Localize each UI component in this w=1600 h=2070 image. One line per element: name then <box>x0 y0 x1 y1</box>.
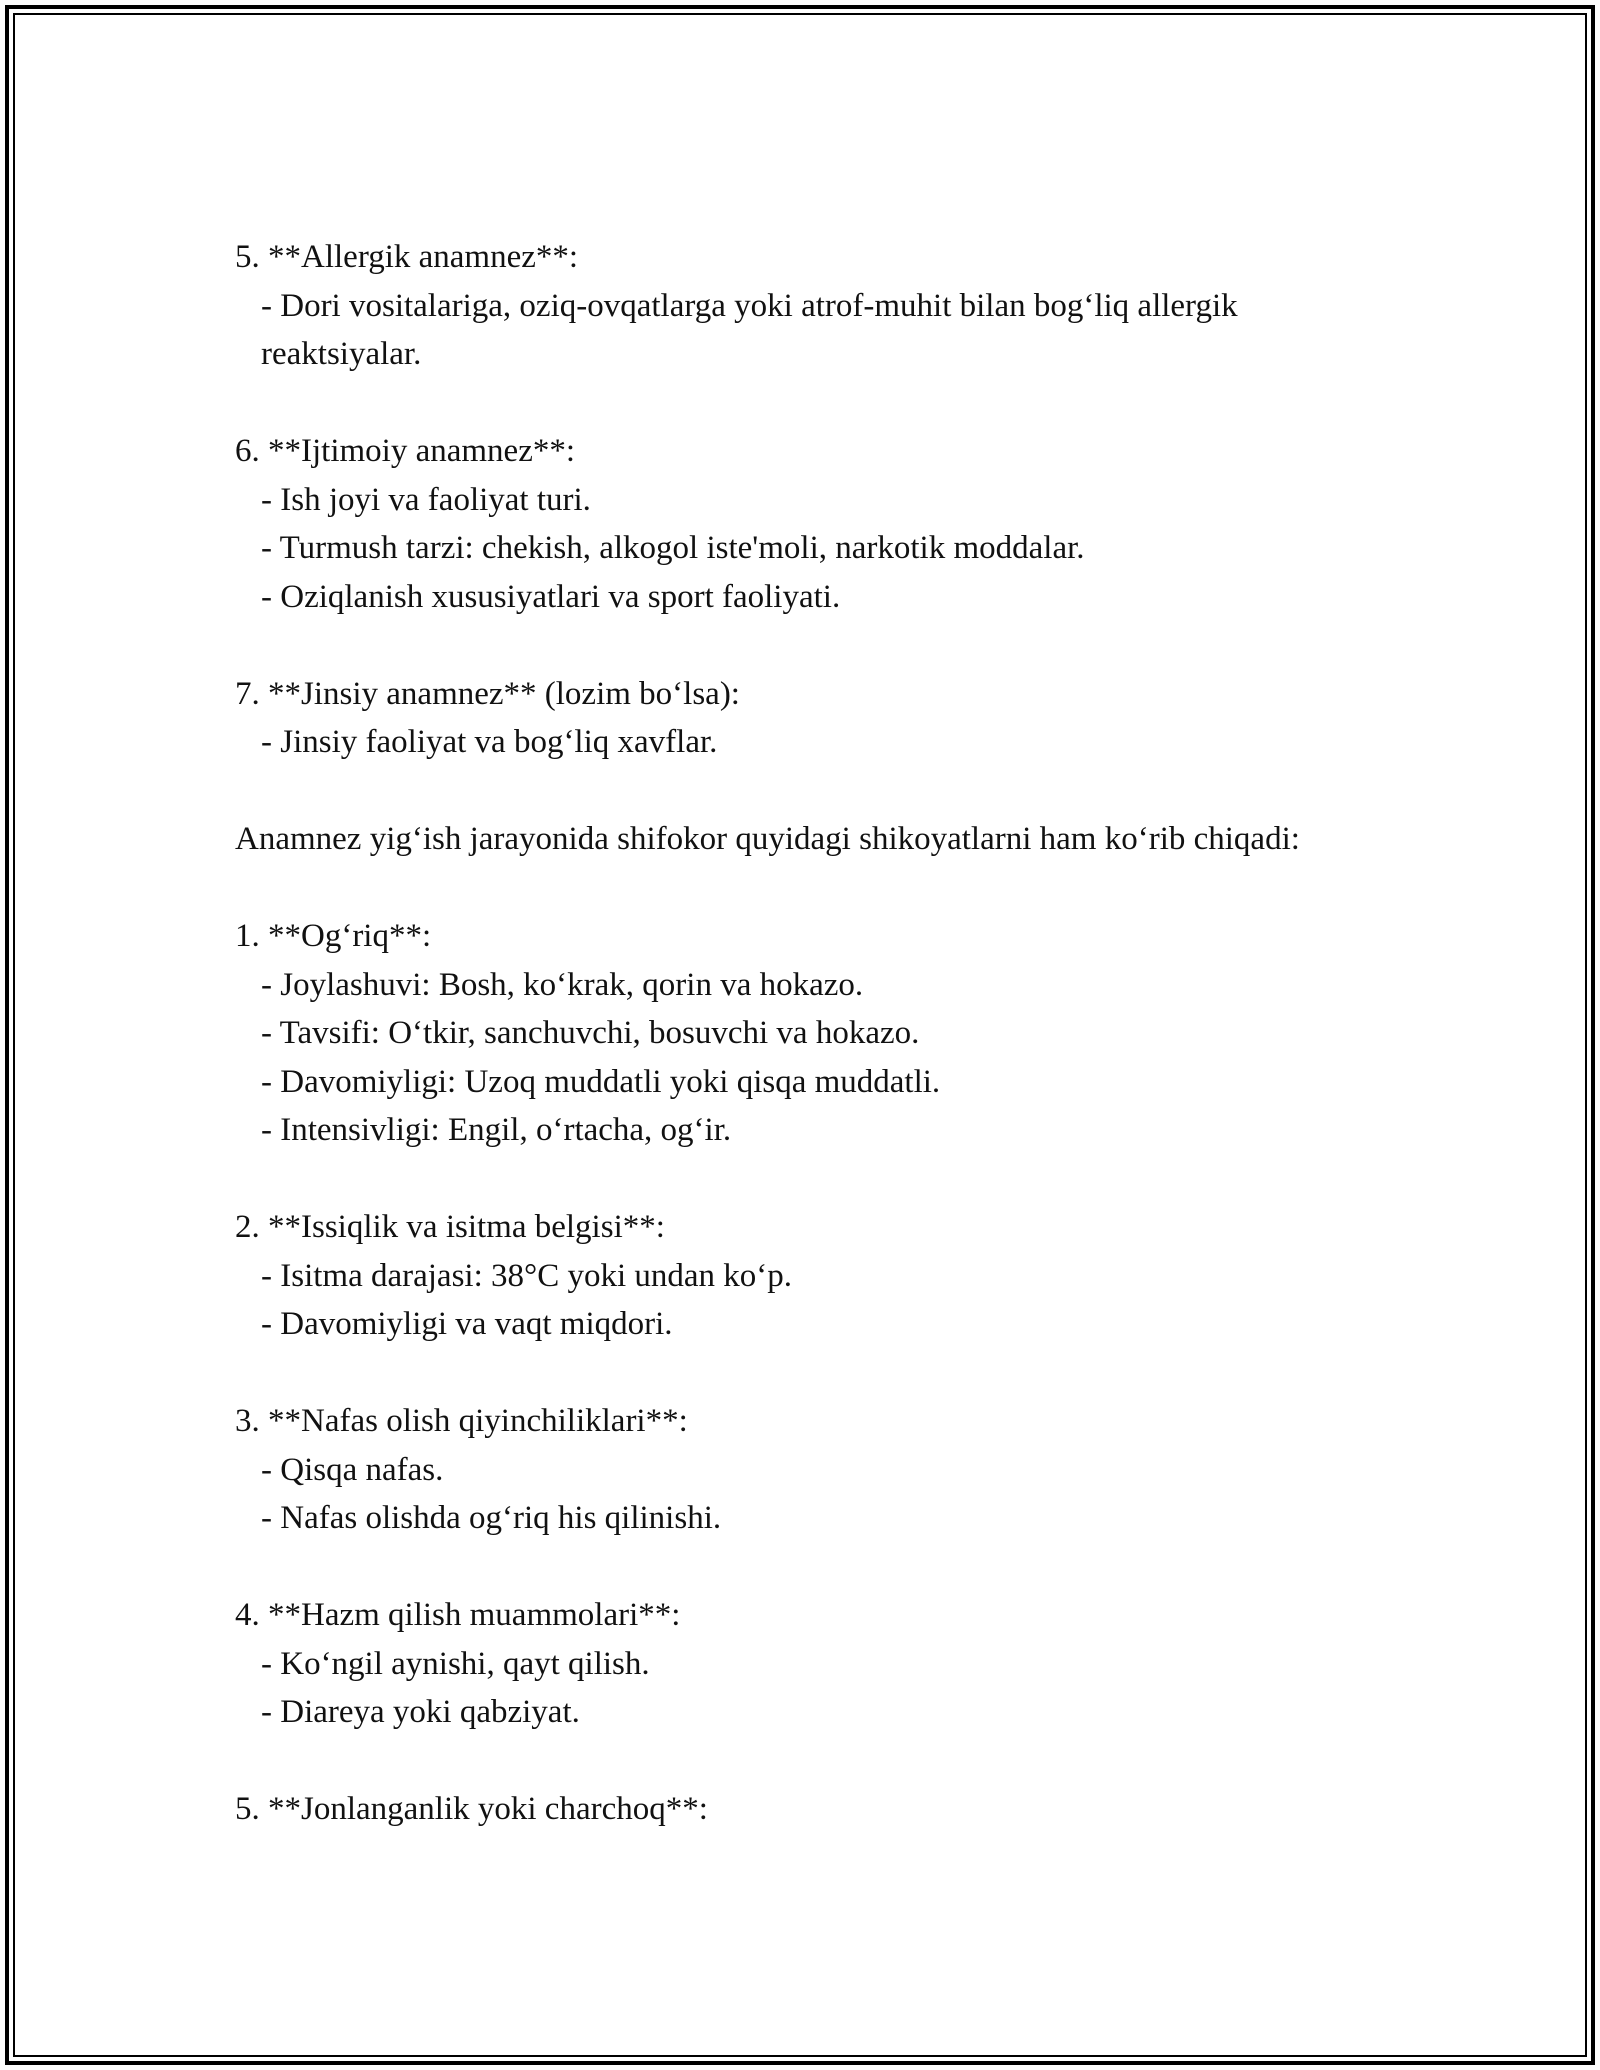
list-item: - Davomiyligi: Uzoq muddatli yoki qisqa muddatli. <box>261 1063 941 1100</box>
section-jinsiy-anamnez <box>235 670 1385 767</box>
spacer <box>235 379 1385 428</box>
spacer <box>235 621 1385 670</box>
section-jonlanganlik <box>235 1785 1385 1834</box>
section-ijtimoiy-anamnez <box>235 427 1385 621</box>
list-item: - Jinsiy faoliyat va bog‘liq xavflar. <box>261 724 718 760</box>
document-body <box>235 233 1385 1834</box>
list-item: - Tavsifi: O‘tkir, sanchuvchi, bosuvchi va hokazo. <box>261 1015 920 1051</box>
list-item: - Turmush tarzi: chekish, alkogol iste'moli, narkotik moddalar. <box>261 530 1085 566</box>
section-ogriq <box>235 912 1385 1155</box>
list-item: - Dori vositalariga, oziq-ovqatlarga yoki atrof-muhit bilan bog‘liq allergik reaktsiyalar. <box>261 287 1246 372</box>
spacer <box>235 864 1385 913</box>
intro-paragraph: Anamnez yig‘ish jarayonida shifokor quyidagi shikoyatlarni ham ko‘rib chiqadi: <box>235 821 1300 857</box>
section-allergik-anamnez <box>235 233 1385 379</box>
section-heading: 2. **Issiqlik va isitma belgisi**: <box>235 1209 665 1245</box>
list-item: - Intensivligi: Engil, o‘rtacha, og‘ir. <box>261 1112 732 1148</box>
list-item: - Oziqlanish xususiyatlari va sport faoliyati. <box>261 578 841 615</box>
spacer <box>235 767 1385 816</box>
list-item: - Ish joyi va faoliyat turi. <box>261 481 591 518</box>
section-heading: 1. **Og‘riq**: <box>235 918 432 954</box>
section-heading: 7. **Jinsiy anamnez** (lozim bo‘lsa): <box>235 675 740 712</box>
list-item: - Qisqa nafas. <box>261 1451 444 1488</box>
list-item: - Ko‘ngil aynishi, qayt qilish. <box>261 1645 650 1682</box>
section-heading: 5. **Allergik anamnez**: <box>235 239 579 275</box>
spacer <box>235 1155 1385 1204</box>
section-heading: 3. **Nafas olish qiyinchiliklari**: <box>235 1403 688 1439</box>
list-item: - Nafas olishda og‘riq his qilinishi. <box>261 1500 722 1536</box>
list-item: - Davomiyligi va vaqt miqdori. <box>261 1306 673 1342</box>
section-nafas-olish <box>235 1397 1385 1543</box>
spacer <box>235 1349 1385 1398</box>
section-heading: 4. **Hazm qilish muammolari**: <box>235 1597 681 1633</box>
spacer <box>235 1737 1385 1786</box>
section-heading: 6. **Ijtimoiy anamnez**: <box>235 433 576 469</box>
section-hazm-qilish <box>235 1591 1385 1737</box>
section-issiqlik <box>235 1203 1385 1349</box>
list-item: - Joylashuvi: Bosh, ko‘krak, qorin va hokazo. <box>261 966 864 1003</box>
list-item: - Isitma darajasi: 38°C yoki undan ko‘p. <box>261 1257 793 1294</box>
list-item: - Diareya yoki qabziyat. <box>261 1694 580 1730</box>
spacer <box>235 1543 1385 1592</box>
section-heading: 5. **Jonlanganlik yoki charchoq**: <box>235 1791 708 1827</box>
